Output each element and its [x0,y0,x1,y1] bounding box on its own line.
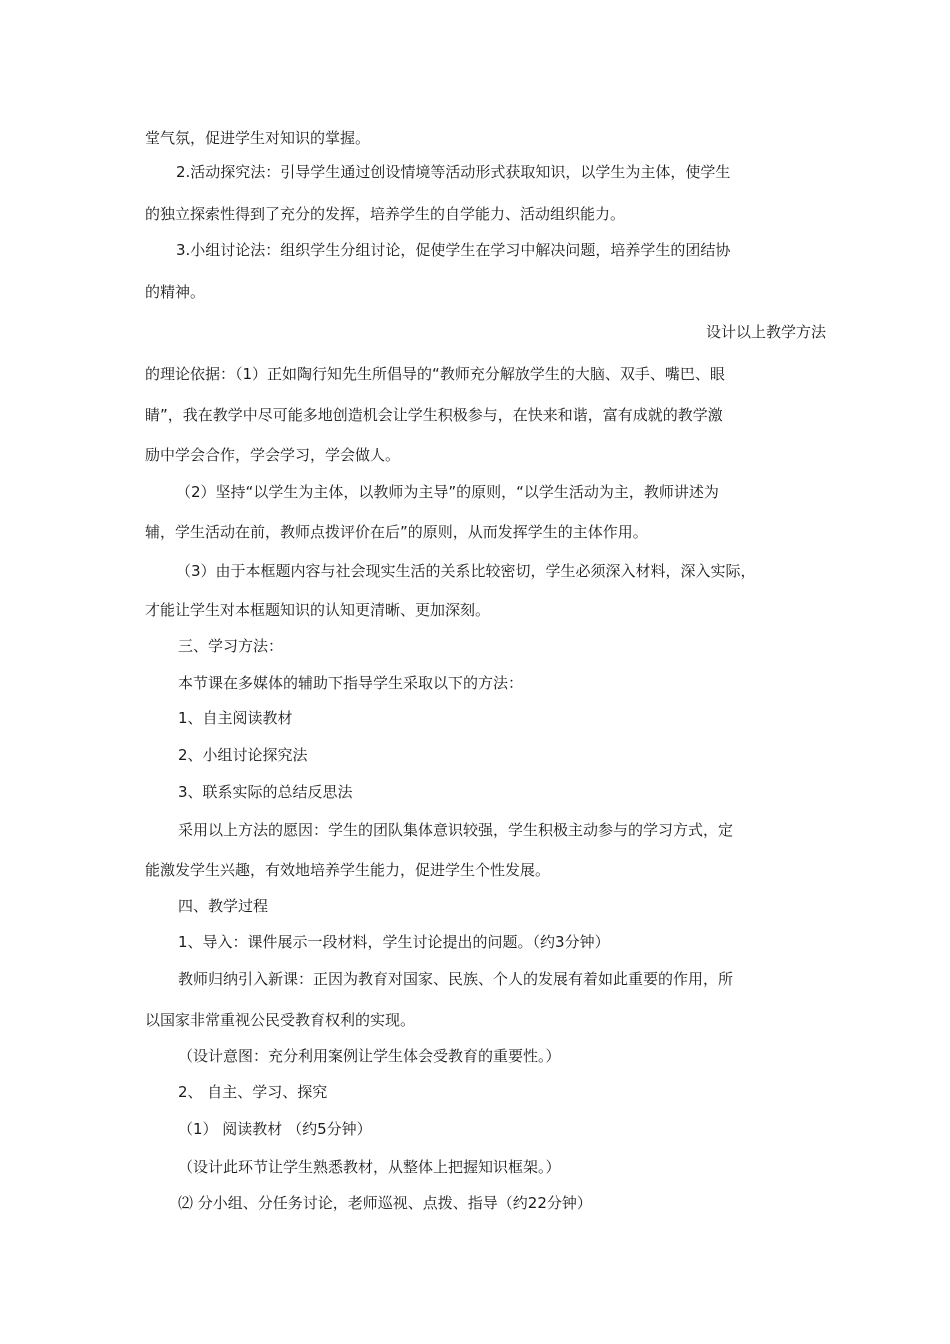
text-line: ⑵ 分小组、分任务讨论，老师巡视、点拨、指导（约22分钟） [178,1194,592,1212]
text-line: （设计此环节让学生熟悉教材，从整体上把握知识框架。） [178,1158,561,1176]
text-line: 3.小组讨论法：组织学生分组讨论，促使学生在学习中解决问题，培养学生的团结协 [176,241,731,259]
text-line: 1、导入：课件展示一段材料，学生讨论提出的问题。（约3分钟） [178,933,610,951]
text-line: 才能让学生对本框题知识的认知更清晰、更加深刻。 [145,601,491,619]
text-line: 1、自主阅读教材 [178,709,293,727]
text-line: 设计以上教学方法 [705,323,826,341]
text-line: 教师归纳引入新课：正因为教育对国家、民族、个人的发展有着如此重要的作用，所 [178,970,734,988]
text-line: 的独立探索性得到了充分的发挥，培养学生的自学能力、活动组织能力。 [145,205,626,223]
text-line: 的理论依据：（1）正如陶行知先生所倡导的“教师充分解放学生的大脑、双手、嘴巴、眼 [145,365,725,383]
text-line: 四、教学过程 [178,897,269,915]
text-line: 2.活动探究法：引导学生通过创设情境等活动形式获取知识，以学生为主体，使学生 [176,163,731,181]
text-line: 2、 自主、学习、探究 [178,1083,328,1101]
text-line: 本节课在多媒体的辅助下指导学生采取以下的方法： [178,674,524,692]
text-line: 以国家非常重视公民受教育权利的实现。 [145,1011,416,1029]
text-line: （3）由于本框题内容与社会现实生活的关系比较密切，学生必须深入材料，深入实际， [176,562,756,580]
text-line: （2）坚持“以学生为主体，以教师为主导”的原则，“以学生活动为主，教师讲述为 [176,483,719,501]
text-line: 2、小组讨论探究法 [178,746,308,764]
text-line: 采用以上方法的愿因：学生的团队集体意识较强，学生积极主动参与的学习方式，定 [178,821,734,839]
text-line: （设计意图：充分利用案例让学生体会受教育的重要性。） [178,1047,561,1065]
text-line: 三、学习方法： [178,637,284,655]
text-line: 3、联系实际的总结反思法 [178,783,353,801]
text-line: 睛”，我在教学中尽可能多地创造机会让学生积极参与，在快来和谐，富有成就的教学激 [145,406,723,424]
text-line: 辅，学生活动在前，教师点拨评价在后”的原则，从而发挥学生的主体作用。 [145,523,648,541]
text-line: 能激发学生兴趣，有效地培养学生能力，促进学生个性发展。 [145,861,551,879]
text-line: 堂气氛，促进学生对知识的掌握。 [145,129,371,147]
text-line: （1） 阅读教材 （约5分钟） [178,1120,372,1138]
text-line: 励中学会合作，学会学习，学会做人。 [145,446,401,464]
text-line: 的精神。 [145,283,206,301]
